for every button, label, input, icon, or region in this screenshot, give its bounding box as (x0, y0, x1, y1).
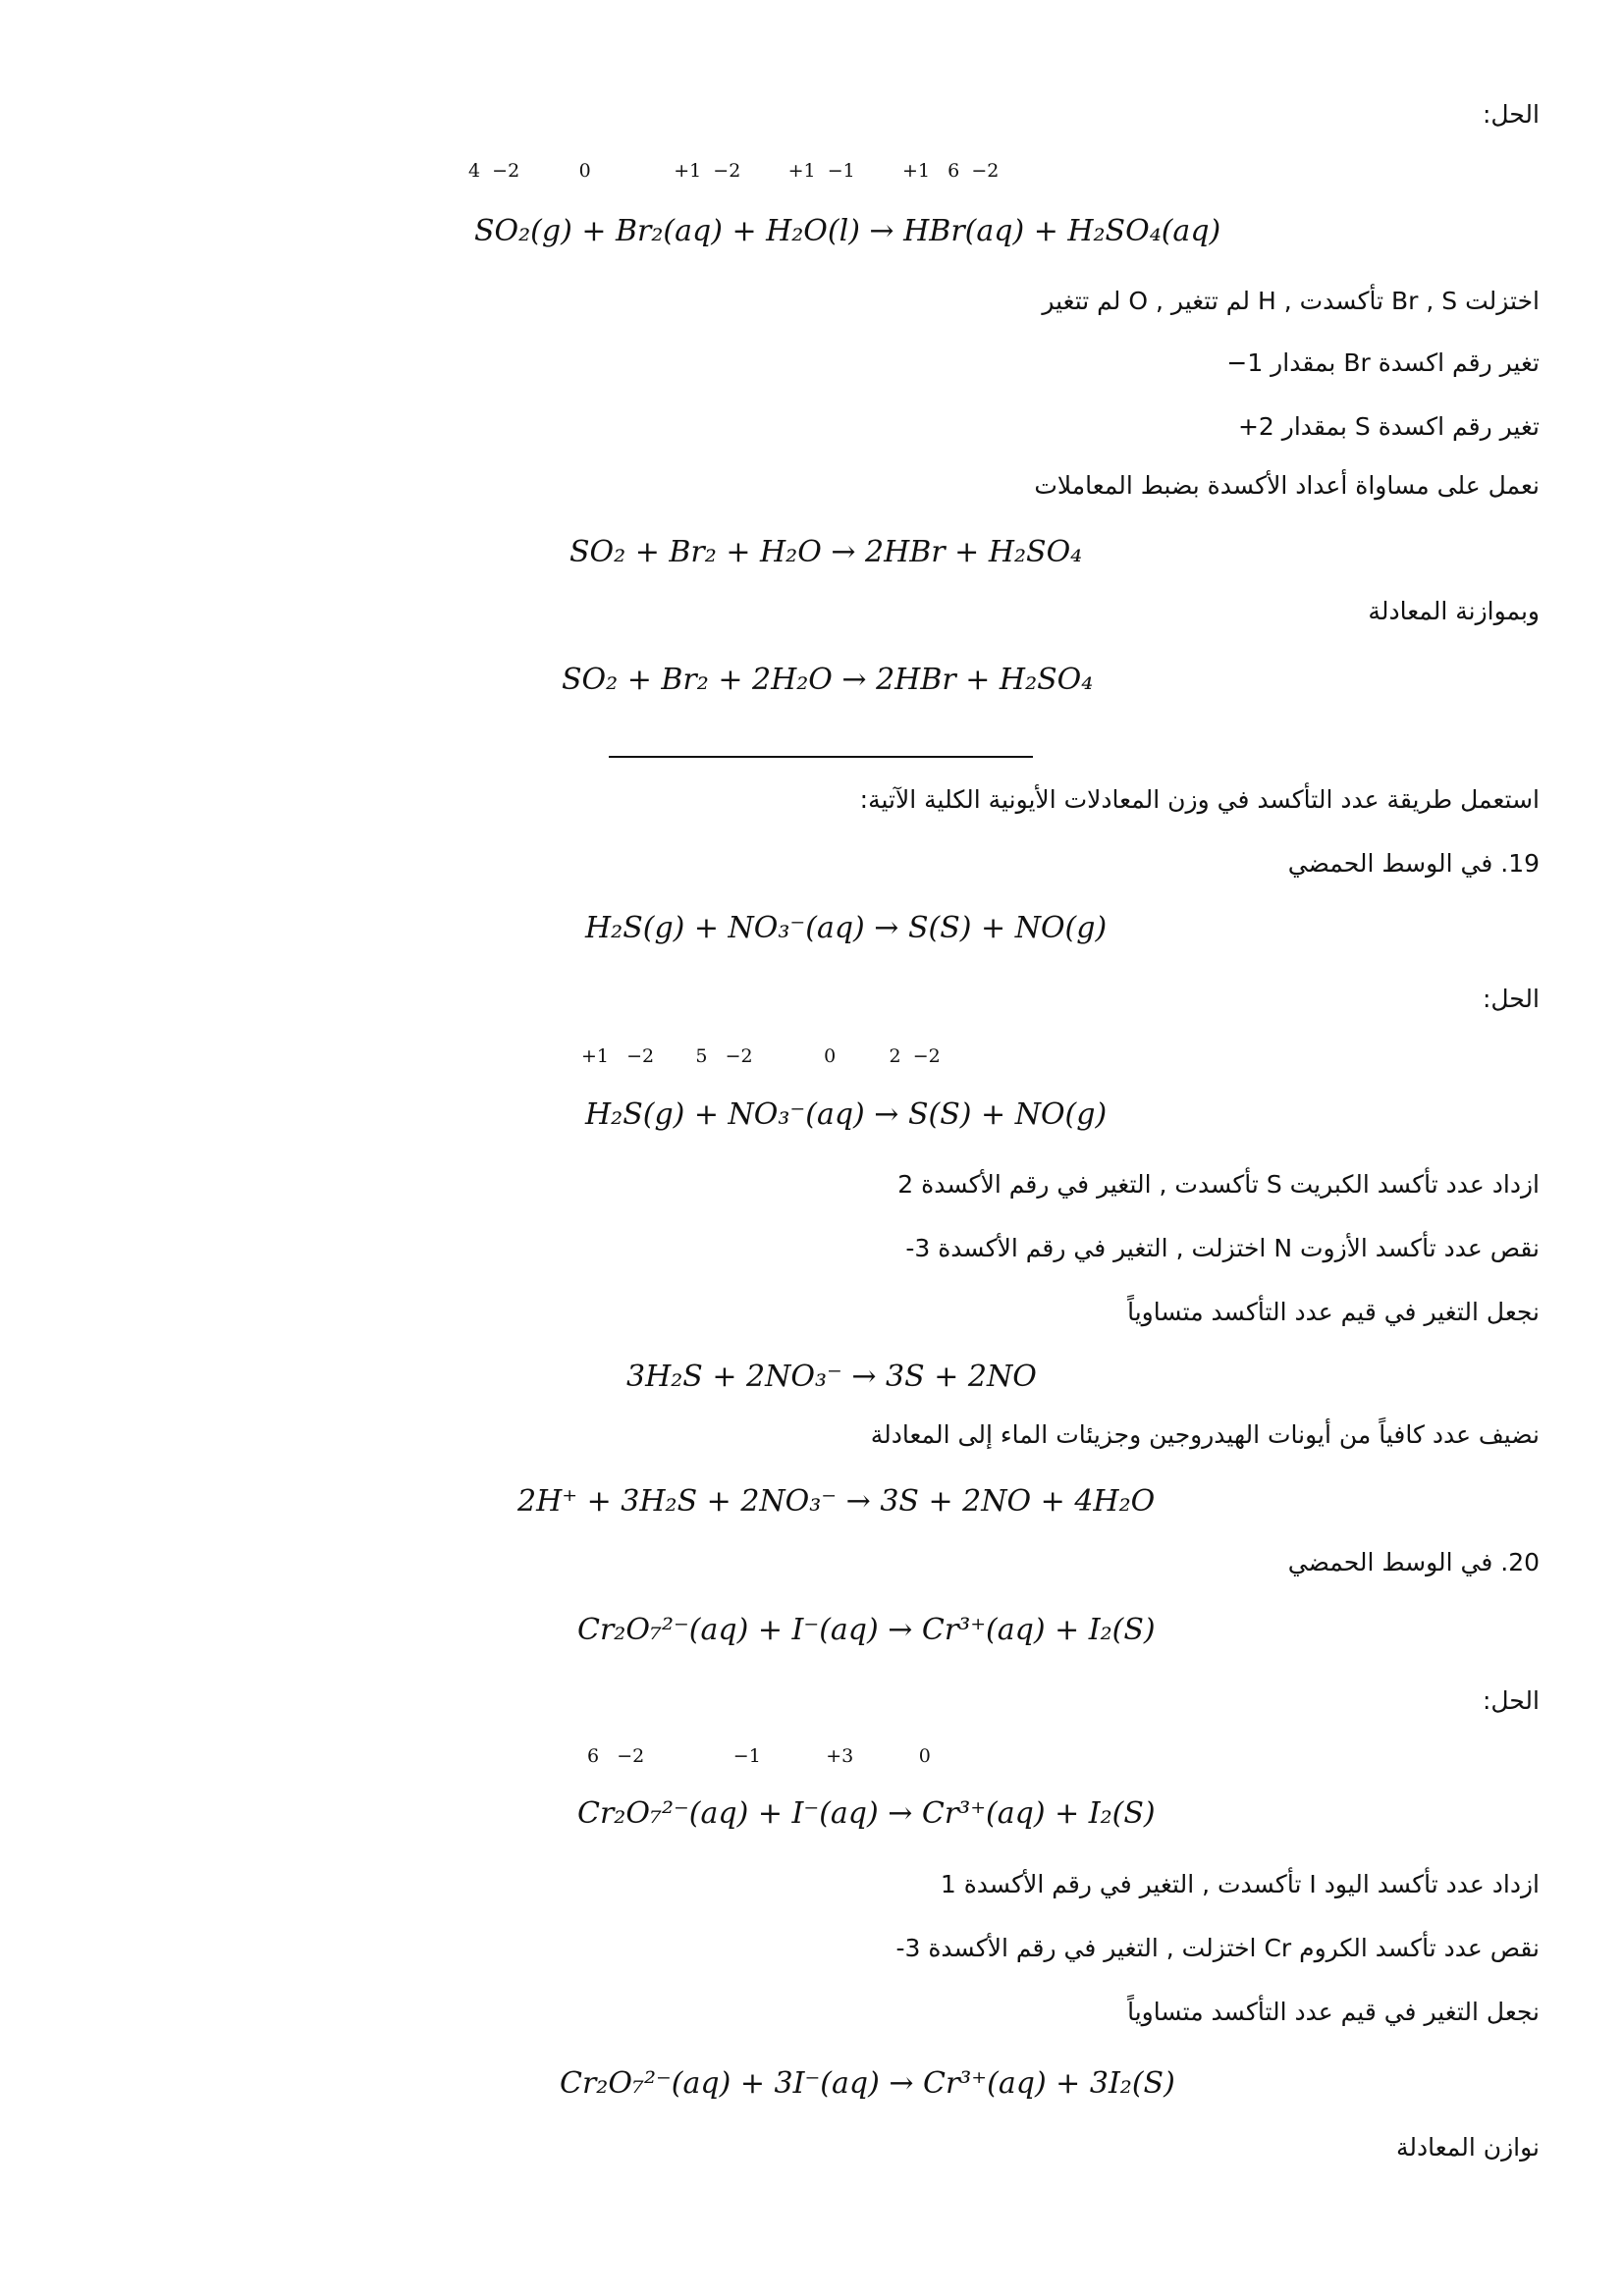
q20-line-2: نقص عدد تأكسد الكروم Cr اختزلت , التغير في رقم الأكسدة 3- (895, 1934, 1540, 1962)
q19-equation-balanced: 2H⁺ + 3H₂S + 2NO₃⁻ → 3S + 2NO + 4H₂O (517, 1484, 1156, 1519)
ex18-line-3: تغير رقم اكسدة S بمقدار 2+ (1237, 412, 1540, 441)
q20-equation-adjusted: Cr₂O₇²⁻(aq) + 3I⁻(aq) → Cr³⁺(aq) + 3I₂(S) (560, 2066, 1175, 2101)
ex18-line-1: اختزلت Br , S تأكسدت , H لم تتغير , O لم تتغير (1042, 287, 1540, 315)
ex18-equation-balanced: SO₂ + Br₂ + 2H₂O → 2HBr + H₂SO₄ (562, 663, 1094, 697)
q19-oxidation-numbers: +1 −2 5 −2 0 2 −2 (581, 1045, 941, 1067)
instruction-text: استعمل طريقة عدد التأكسد في وزن المعادلات الأيونية الكلية الآتية: (859, 785, 1540, 814)
q20-line-4: نوازن المعادلة (1395, 2133, 1540, 2162)
q19-equation-adjusted: 3H₂S + 2NO₃⁻ → 3S + 2NO (626, 1360, 1037, 1394)
q19-reaction: H₂S(g) + NO₃⁻(aq) → S(S) + NO(g) (585, 911, 1108, 945)
q20-line-3: نجعل التغير في قيم عدد التأكسد متساوياً (1127, 1998, 1540, 2026)
ex18-line-2: تغير رقم اكسدة Br بمقدار 1− (1226, 348, 1540, 377)
q19-line-3: نجعل التغير في قيم عدد التأكسد متساوياً (1127, 1298, 1540, 1326)
q19-line-1: ازداد عدد تأكسد الكبريت S تأكسدت , التغير في رقم الأكسدة 2 (897, 1170, 1540, 1199)
ex18-line-5: وبموازنة المعادلة (1368, 597, 1540, 625)
q20-solution-label: الحل: (1482, 1686, 1540, 1715)
q19-title: 19. في الوسط الحمضي (1287, 849, 1540, 878)
section-separator (609, 756, 1033, 758)
q20-reaction: Cr₂O₇²⁻(aq) + I⁻(aq) → Cr³⁺(aq) + I₂(S) (577, 1613, 1156, 1647)
q19-line-4: نضيف عدد كافياً من أيونات الهيدروجين وجزيئات الماء إلى المعادلة (870, 1420, 1540, 1449)
q20-reaction-annotated: Cr₂O₇²⁻(aq) + I⁻(aq) → Cr³⁺(aq) + I₂(S) (577, 1796, 1156, 1831)
ex18-reaction: SO₂(g) + Br₂(aq) + H₂O(l) → HBr(aq) + H₂SO₄(aq) (474, 214, 1221, 248)
q20-title: 20. في الوسط الحمضي (1287, 1548, 1540, 1576)
q19-line-2: نقص عدد تأكسد الأزوت N اختزلت , التغير في رقم الأكسدة 3- (905, 1234, 1540, 1262)
ex18-equation-adjusted: SO₂ + Br₂ + H₂O → 2HBr + H₂SO₄ (569, 535, 1083, 569)
ex18-solution-label: الحل: (1482, 100, 1540, 129)
ex18-line-4: نعمل على مساواة أعداد الأكسدة بضبط المعاملات (1034, 471, 1540, 500)
ex18-oxidation-numbers: 4 −2 0 +1 −2 +1 −1 +1 6 −2 (468, 160, 1000, 182)
q19-reaction-annotated: H₂S(g) + NO₃⁻(aq) → S(S) + NO(g) (585, 1097, 1108, 1132)
q20-oxidation-numbers: 6 −2 −1 +3 0 (587, 1745, 931, 1767)
q19-solution-label: الحل: (1482, 985, 1540, 1013)
q20-line-1: ازداد عدد تأكسد اليود I تأكسدت , التغير في رقم الأكسدة 1 (940, 1870, 1540, 1898)
